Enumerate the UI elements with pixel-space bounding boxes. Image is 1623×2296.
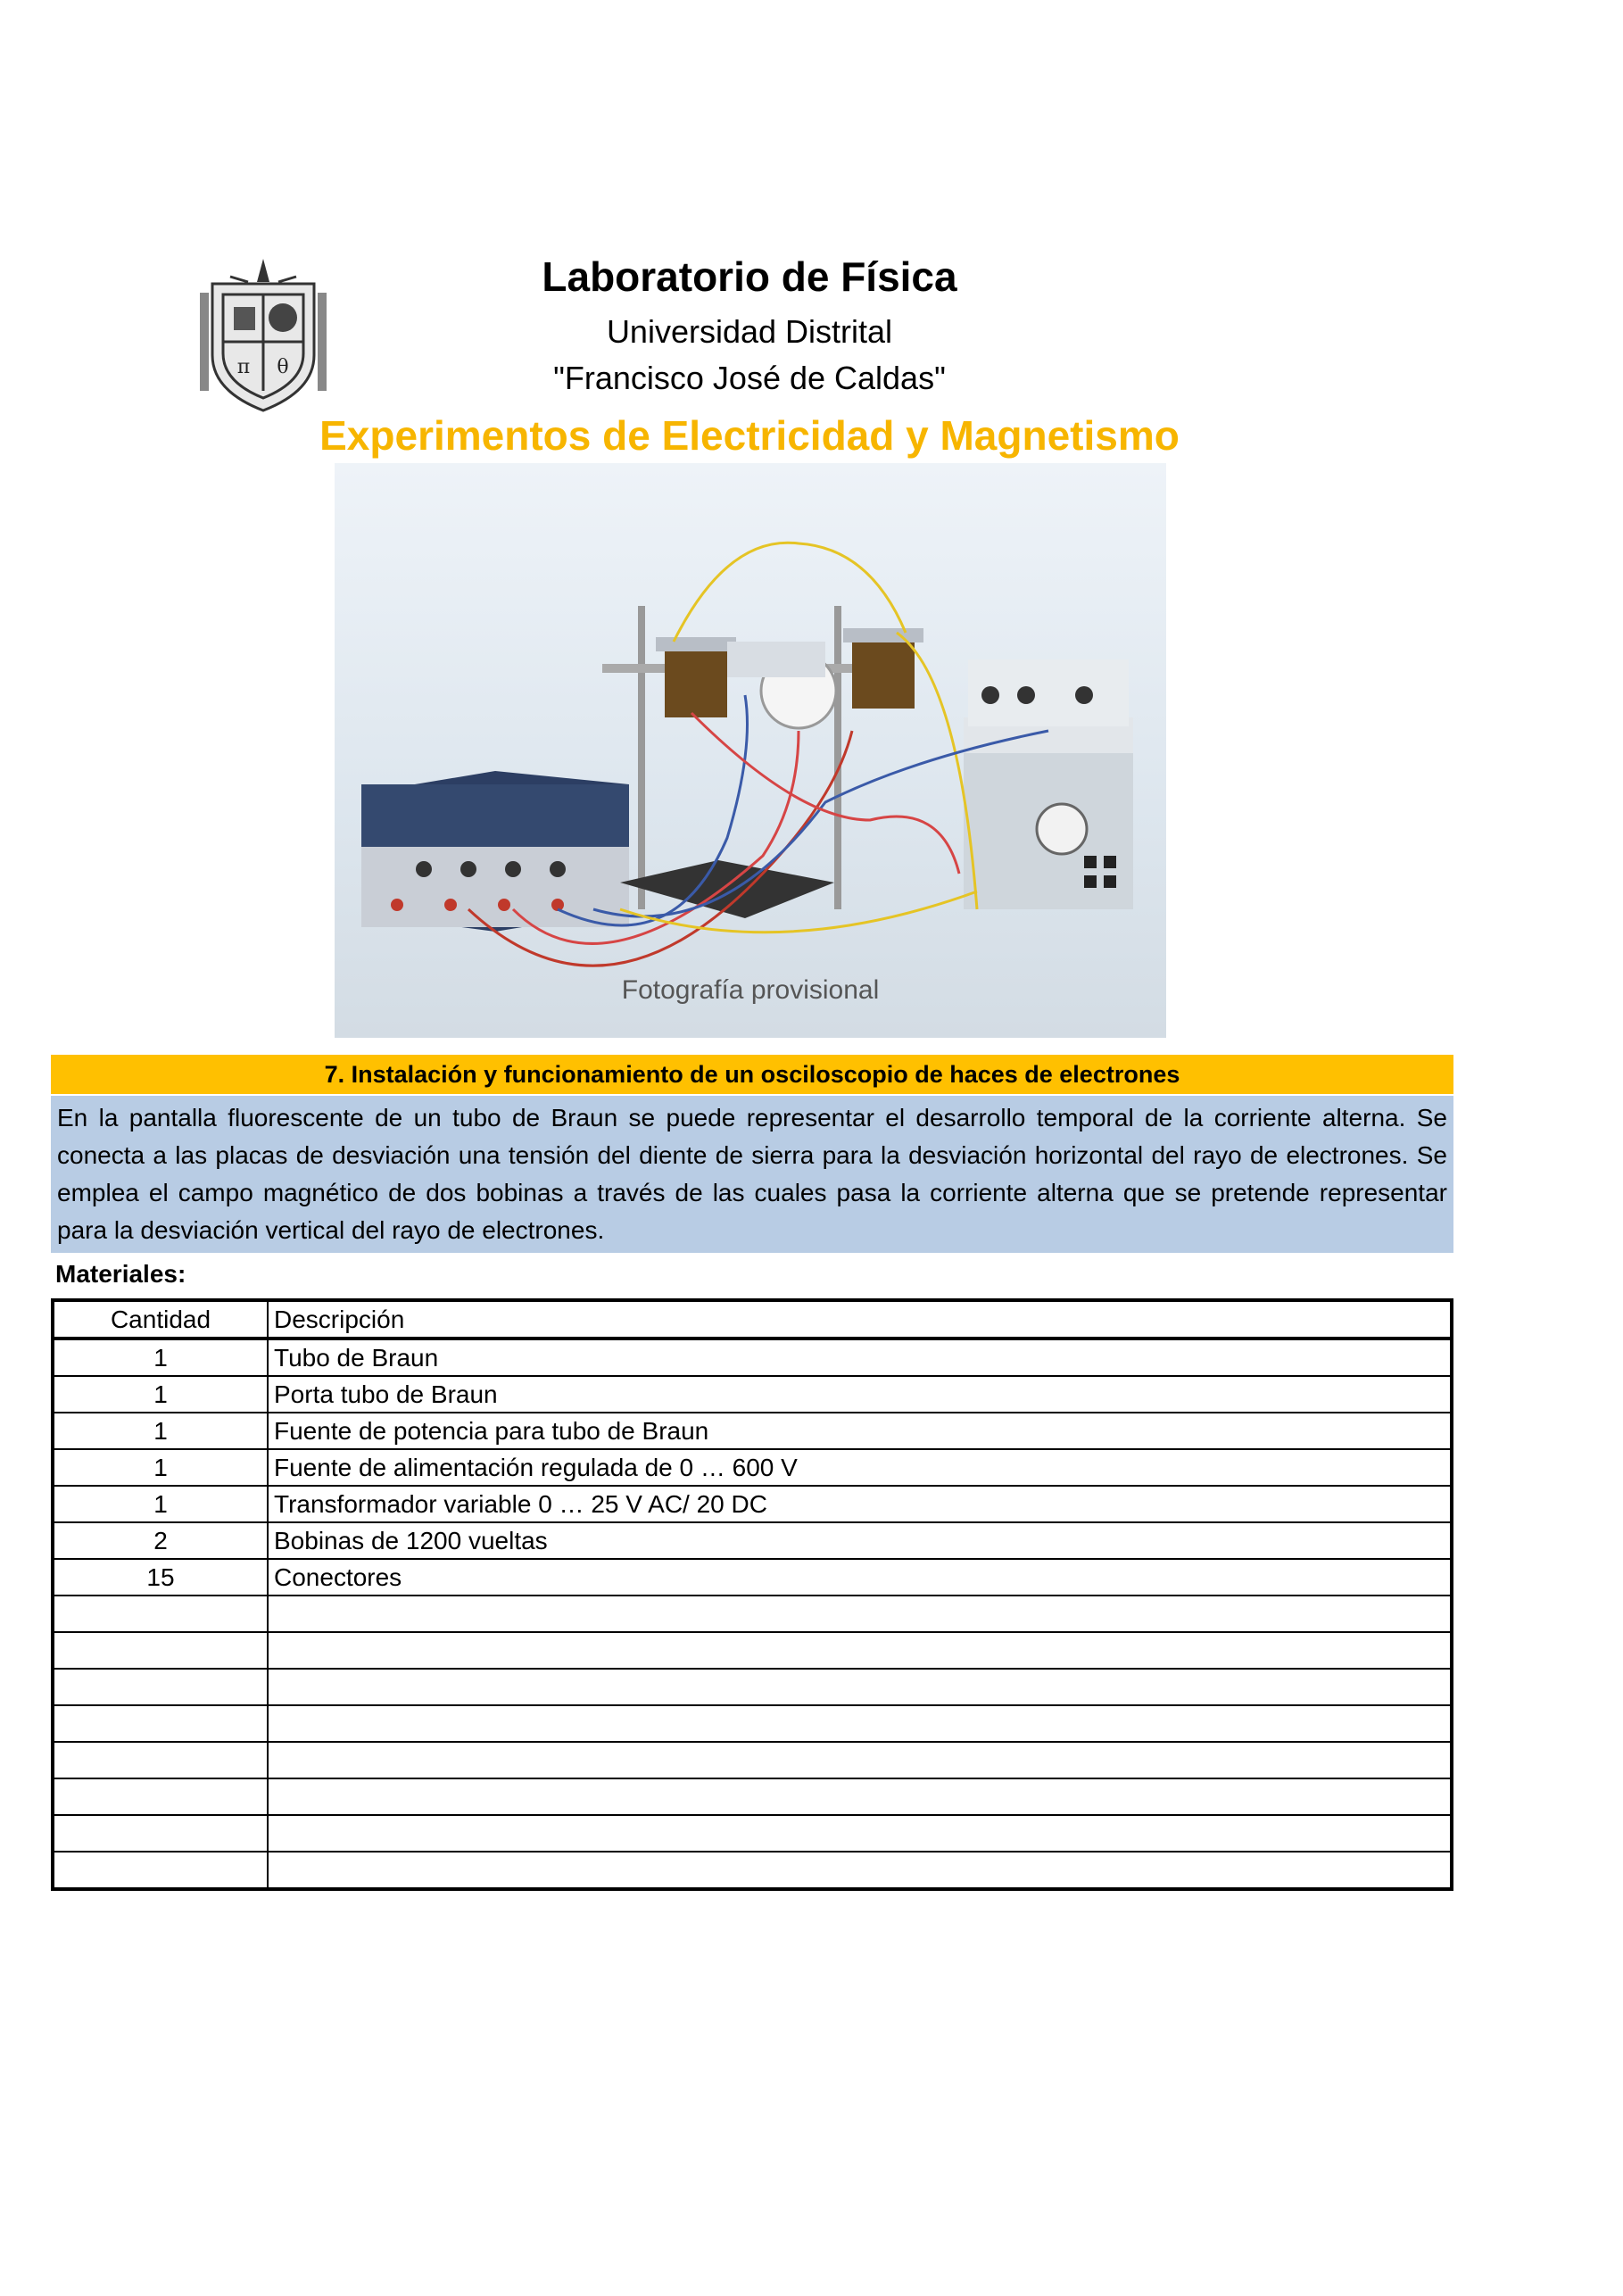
photo-caption: Fotografía provisional (621, 975, 880, 1005)
quantity-cell (53, 1596, 268, 1632)
quantity-cell (53, 1852, 268, 1889)
description-cell (268, 1852, 1452, 1889)
section-title: 7. Instalación y funcionamiento de un osciloscopio de haces de electrones (51, 1055, 1453, 1094)
table-header-row (53, 1300, 1452, 1339)
table-row (53, 1815, 1452, 1852)
experiments-subtitle: Experimentos de Electricidad y Magnetismo (319, 412, 1180, 459)
quantity-cell (53, 1632, 268, 1669)
materials-label: Materiales: (55, 1260, 186, 1288)
description-cell: Porta tubo de Braun (268, 1376, 1452, 1413)
description-cell (268, 1596, 1452, 1632)
table-row (53, 1486, 1452, 1522)
column-header-description: Descripción (268, 1300, 1452, 1339)
table-row (53, 1559, 1452, 1596)
quantity-cell (53, 1669, 268, 1705)
description-cell: Conectores (268, 1559, 1452, 1596)
description-cell (268, 1778, 1452, 1815)
table-row (53, 1339, 1452, 1376)
table-row (53, 1778, 1452, 1815)
table-row (53, 1413, 1452, 1449)
table-row (53, 1522, 1452, 1559)
column-header-quantity: Cantidad (53, 1300, 268, 1339)
description-cell: Transformador variable 0 … 25 V AC/ 20 DC (268, 1486, 1452, 1522)
description-cell (268, 1742, 1452, 1778)
quantity-cell: 1 (53, 1413, 268, 1449)
quantity-cell: 1 (53, 1486, 268, 1522)
quantity-cell (53, 1742, 268, 1778)
quantity-cell (53, 1705, 268, 1742)
university-line: Universidad Distrital (606, 313, 893, 350)
quantity-cell (53, 1778, 268, 1815)
svg-text:π: π (236, 356, 251, 378)
page-title: Laboratorio de Física (542, 253, 957, 300)
section-description: En la pantalla fluorescente de un tubo de Braun se puede representar el desarrollo temporal de la corriente alterna. Se conecta a las placas de desviación una tensión del diente de sierra para la desviación horizontal del rayo de electrones. Se emplea el campo magnético de dos bobinas a través de las cuales pasa la corriente alterna que se pretende representar para la desviación vertical del rayo de electrones. (51, 1096, 1453, 1253)
quantity-cell: 15 (53, 1559, 268, 1596)
quantity-cell (53, 1815, 268, 1852)
description-cell: Tubo de Braun (268, 1339, 1452, 1376)
table-row (53, 1742, 1452, 1778)
quantity-cell: 1 (53, 1339, 268, 1376)
table-row (53, 1632, 1452, 1669)
description-cell (268, 1705, 1452, 1742)
description-cell (268, 1669, 1452, 1705)
table-row (53, 1852, 1452, 1889)
table-row (53, 1376, 1452, 1413)
description-cell: Bobinas de 1200 vueltas (268, 1522, 1452, 1559)
svg-text:θ: θ (277, 356, 289, 378)
materials-table (51, 1298, 1453, 1891)
description-cell: Fuente de potencia para tubo de Braun (268, 1413, 1452, 1449)
table-row (53, 1705, 1452, 1742)
quantity-cell: 1 (53, 1449, 268, 1486)
description-cell (268, 1815, 1452, 1852)
table-row (53, 1669, 1452, 1705)
table-row (53, 1449, 1452, 1486)
quantity-cell: 2 (53, 1522, 268, 1559)
description-cell: Fuente de alimentación regulada de 0 … 600 V (268, 1449, 1452, 1486)
quantity-cell: 1 (53, 1376, 268, 1413)
equipment-photo (335, 463, 1166, 1038)
table-row (53, 1596, 1452, 1632)
university-name-line: "Francisco José de Caldas" (553, 360, 946, 396)
equipment-illustration (335, 463, 1166, 1038)
description-cell (268, 1632, 1452, 1669)
